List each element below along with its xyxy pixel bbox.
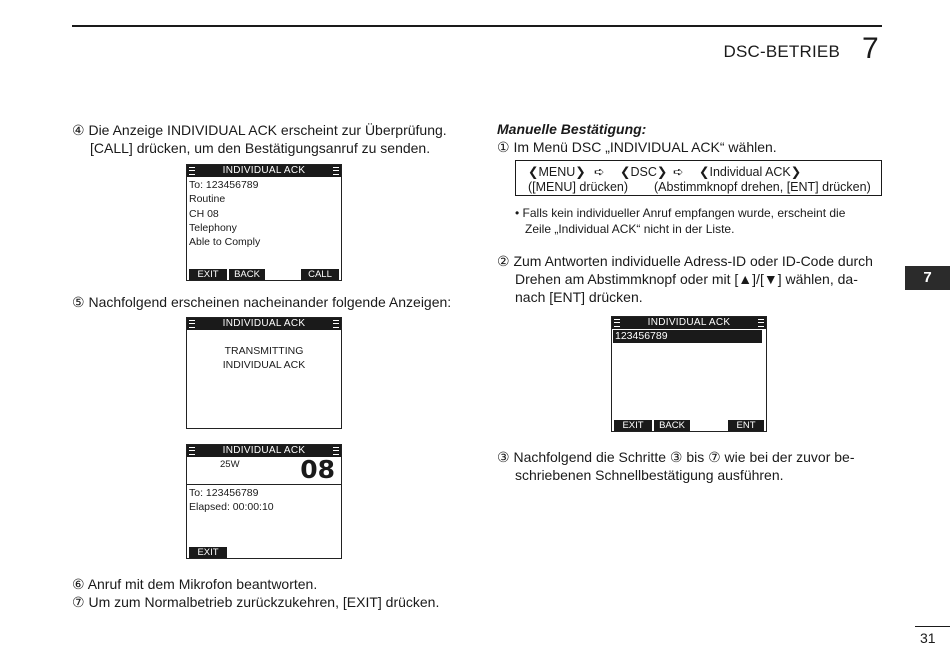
section-heading: Manuelle Bestätigung: [497,121,647,137]
step-6 [72,575,317,593]
step-7-number: ⑦ [72,594,85,610]
step-3 [497,448,855,484]
lcd-line-priority: Routine [189,193,226,205]
step-6-text: Anruf mit dem Mikrofon beantworten. [87,576,318,592]
footer-rule [915,626,950,627]
lcd-title: INDIVIDUAL ACK [222,445,306,456]
selected-id-row: 123456789 [613,330,762,343]
soft-key-call: CALL [301,269,339,280]
step-2-text-line2: Drehen am Abstimmknopf oder mit [▲]/[▼] wählen, da- [515,271,858,287]
soft-key-back: BACK [229,269,265,280]
step-3-text-line1: Nachfolgend die Schritte ③ bis ⑦ wie bei der zuvor be- [513,449,855,465]
lcd-status-line2: INDIVIDUAL ACK [222,359,306,371]
page-number: 31 [920,630,936,646]
step-7-text: Um zum Normalbetrieb zurückzukehren, [EXIT] drücken. [88,594,440,610]
soft-key-exit: EXIT [614,420,652,431]
menu-bars-icon [614,319,620,327]
individual-ack-item-label: ❮Individual ACK❯ [699,165,802,179]
menu-bars-icon [333,447,339,455]
lcd-title: INDIVIDUAL ACK [222,165,306,176]
lcd-line-elapsed: Elapsed: 00:00:10 [189,501,274,513]
step-2-text-line3: nach [ENT] drücken. [515,289,643,305]
menu-bars-icon [189,320,195,328]
soft-key-exit: EXIT [189,547,227,558]
menu-bars-icon [758,319,764,327]
step-1 [497,138,777,156]
dsc-key-label: ❮DSC❯ [620,165,668,179]
soft-key-back: BACK [654,420,690,431]
step-1-text: Im Menü DSC „INDIVIDUAL ACK“ wählen. [513,139,777,155]
lcd-screen-id-list [611,316,767,432]
bullet-icon: • [515,206,520,220]
menu-bars-icon [189,447,195,455]
step-2 [497,252,873,306]
lcd-title-bar [612,317,766,329]
lcd-title: INDIVIDUAL ACK [647,317,731,328]
lcd-screen-transmitting [186,317,342,429]
step-5 [72,293,451,311]
lcd-line-category: Telephony [189,222,237,234]
power-indicator: 25W [220,459,240,470]
lcd-line-to: To: 123456789 [189,179,259,191]
chapter-title: DSC-BETRIEB [723,42,840,61]
note-line2: Zeile „Individual ACK“ nicht in der Liste. [525,222,735,236]
soft-key-ent: ENT [728,420,764,431]
channel-display: 08 [300,455,335,484]
soft-key-exit: EXIT [189,269,227,280]
step-4-text-line1: Die Anzeige INDIVIDUAL ACK erscheint zur Überprüfung. [88,122,447,138]
dial-hint: (Abstimmknopf drehen, [ENT] drücken) [654,180,871,194]
lcd-line-response: Able to Comply [189,236,261,248]
menu-path-box [515,160,882,196]
menu-key-label: ❮MENU❯ [528,165,586,179]
arrow-right-icon: ➪ [673,165,684,179]
note [515,205,885,237]
step-6-number: ⑥ [72,576,85,592]
lcd-line-to: To: 123456789 [189,487,259,499]
lcd-screen-elapsed [186,444,342,559]
menu-bars-icon [333,320,339,328]
step-5-text: Nachfolgend erscheinen nacheinander folgende Anzeigen: [88,294,452,310]
step-3-text-line2: schriebenen Schnellbestätigung ausführen. [515,467,784,483]
note-line1: Falls kein individueller Anruf empfangen wurde, erscheint die [522,206,846,220]
step-2-text-line1: Zum Antworten individuelle Adress-ID oder ID-Code durch [513,253,873,269]
step-4-number: ④ [72,122,85,138]
step-1-number: ① [497,139,510,155]
step-7 [72,593,439,611]
arrow-right-icon: ➪ [594,165,605,179]
lcd-screen-individual-ack [186,164,342,281]
lcd-status-line1: TRANSMITTING [224,345,304,357]
step-4-text-line2: [CALL] drücken, um den Bestätigungsanruf zu senden. [90,140,431,156]
menu-hint: ([MENU] drücken) [528,180,629,194]
header-rule [72,25,882,27]
step-2-number: ② [497,253,510,269]
step-3-number: ③ [497,449,510,465]
lcd-line-channel: CH 08 [189,208,219,220]
lcd-divider [187,484,341,485]
menu-bars-icon [333,167,339,175]
step-5-number: ⑤ [72,294,85,310]
lcd-title: INDIVIDUAL ACK [222,318,306,329]
menu-bars-icon [189,167,195,175]
lcd-title-bar [187,318,341,330]
chapter-number: 7 [862,32,879,65]
step-4 [72,121,447,157]
chapter-side-tab: 7 [905,266,950,290]
lcd-title-bar [187,165,341,177]
